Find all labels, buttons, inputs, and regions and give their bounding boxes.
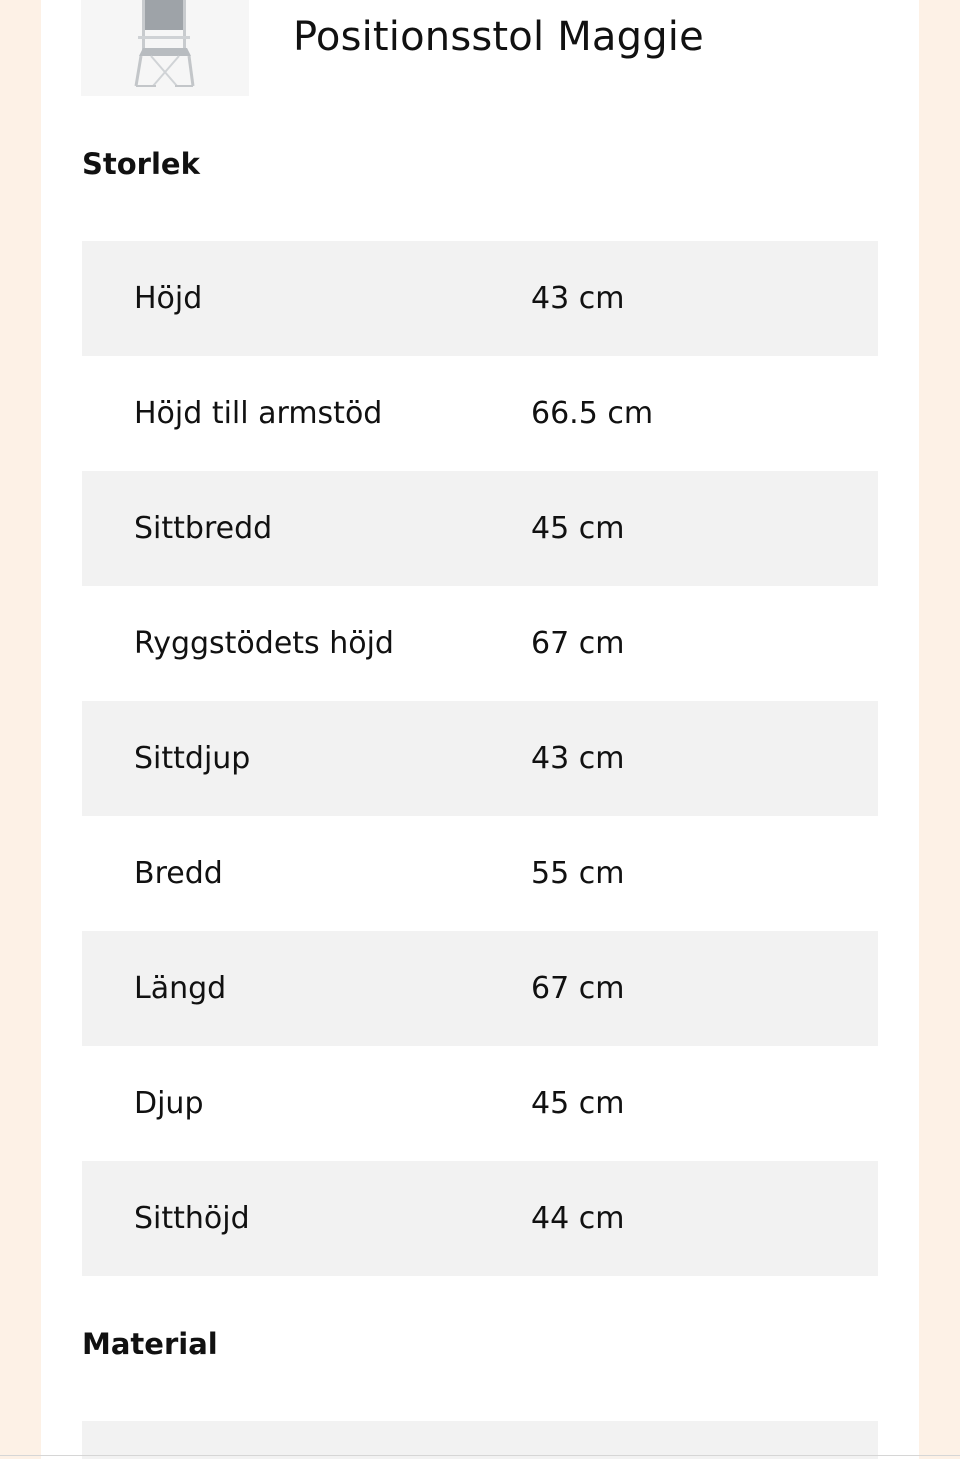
spec-value: 67 cm — [531, 626, 625, 661]
spec-row — [82, 816, 878, 931]
spec-value: 55 cm — [531, 856, 625, 891]
spec-row — [82, 1046, 878, 1161]
spec-label: Djup — [134, 1086, 204, 1121]
spec-label: Längd — [134, 971, 227, 1006]
spec-row — [82, 586, 878, 701]
spec-row — [82, 701, 878, 816]
spec-row — [82, 931, 878, 1046]
spec-label: Sitthöjd — [134, 1201, 250, 1236]
product-title: Positionsstol Maggie — [293, 14, 704, 60]
spec-label: Höjd — [134, 281, 203, 316]
spec-value: 44 cm — [531, 1201, 625, 1236]
spec-label: Höjd till armstöd — [134, 396, 383, 431]
material-section-heading: Material — [82, 1327, 218, 1361]
spec-value: 66.5 cm — [531, 396, 654, 431]
size-spec-table — [82, 241, 878, 1276]
spec-label: Bredd — [134, 856, 223, 891]
product-thumbnail[interactable] — [81, 0, 249, 96]
spec-row — [82, 241, 878, 356]
spec-label: Ryggstödets höjd — [134, 626, 394, 661]
spec-value: 43 cm — [531, 741, 625, 776]
spec-label: Sittdjup — [134, 741, 251, 776]
divider — [0, 1455, 960, 1456]
spec-value: 67 cm — [531, 971, 625, 1006]
spec-row — [82, 1161, 878, 1276]
product-header — [41, 0, 877, 100]
spec-row — [82, 471, 878, 586]
size-section-heading: Storlek — [82, 147, 200, 181]
spec-value: 43 cm — [531, 281, 625, 316]
material-spec-row — [82, 1421, 878, 1459]
spec-value: 45 cm — [531, 511, 625, 546]
spec-value: 45 cm — [531, 1086, 625, 1121]
spec-row — [82, 356, 878, 471]
chair-image — [81, 0, 249, 96]
spec-label: Sittbredd — [134, 511, 273, 546]
